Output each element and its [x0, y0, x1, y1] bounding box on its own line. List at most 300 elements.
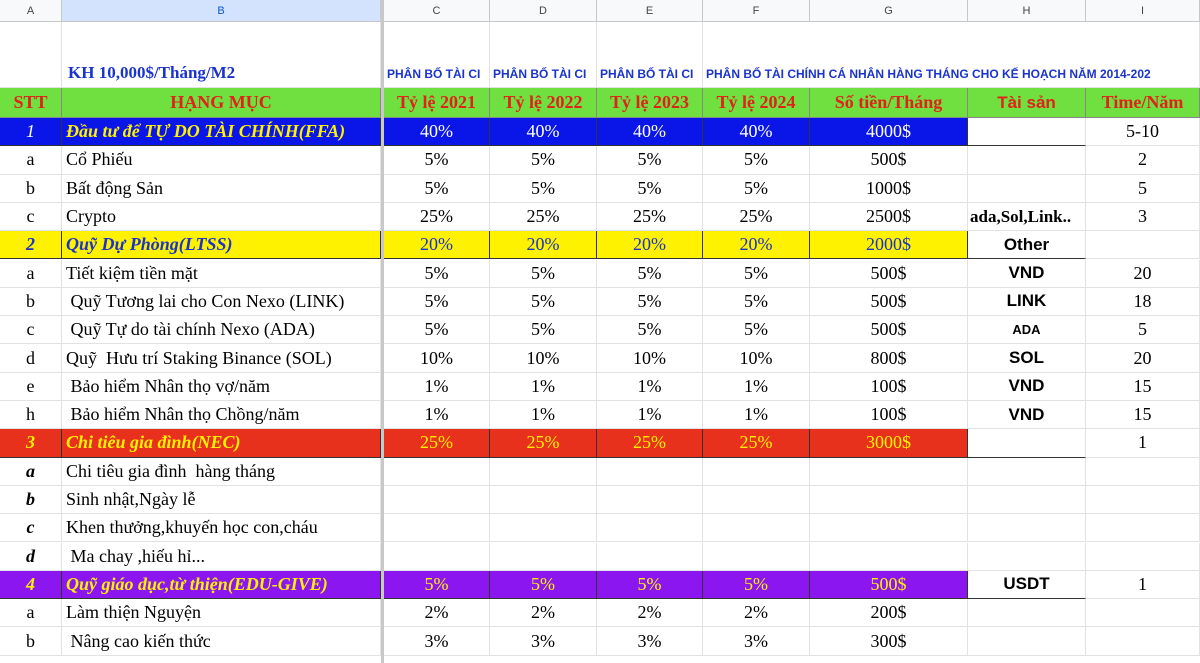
table-row [0, 627, 1200, 655]
cell-rate-2021[interactable] [384, 231, 490, 259]
cell-time-year[interactable] [1086, 599, 1200, 627]
cell-rate-2021[interactable] [384, 373, 490, 401]
rate-2022-text: 25% [526, 206, 560, 227]
cell-item-name[interactable] [62, 599, 381, 627]
cell-item-name[interactable] [62, 260, 381, 288]
table-row [0, 458, 1200, 486]
cell-asset[interactable] [968, 571, 1086, 599]
cell-stt[interactable] [0, 316, 62, 344]
cell-rate-2021[interactable] [384, 344, 490, 372]
cell-rate-2023[interactable] [597, 288, 703, 316]
cell-item-name[interactable] [62, 316, 381, 344]
rate-2021-text: 5% [424, 290, 449, 311]
cell-f-plan[interactable] [703, 22, 1200, 88]
cell-rate-2022[interactable] [490, 486, 597, 514]
cell-rate-2023[interactable] [597, 514, 703, 542]
rate-2021-text: 2% [424, 602, 449, 623]
stt-text: b [26, 290, 35, 311]
cell-rate-2024[interactable] [703, 627, 810, 655]
cell-item-name[interactable] [62, 118, 381, 146]
cell-asset[interactable] [968, 260, 1086, 288]
cell-amount-month[interactable] [810, 571, 968, 599]
rate-2023-text: 20% [633, 234, 666, 255]
cell-rate-2023[interactable] [597, 627, 703, 655]
cell-rate-2021[interactable] [384, 288, 490, 316]
amount-month-text: 100$ [870, 404, 907, 425]
table-row [0, 260, 1200, 288]
rate-2023-text: 5% [637, 177, 662, 198]
cell-amount-month[interactable] [810, 260, 968, 288]
cell-rate-2022[interactable] [490, 514, 597, 542]
cell-rate-2024[interactable] [703, 231, 810, 259]
cell-rate-2024[interactable] [703, 175, 810, 203]
cell-rate-2023[interactable] [597, 429, 703, 457]
stt-text: h [26, 404, 35, 425]
column-header-d[interactable]: D [490, 0, 597, 22]
amount-month-text: 100$ [870, 375, 907, 396]
cell-asset[interactable] [968, 514, 1086, 542]
column-header-e[interactable]: E [597, 0, 703, 22]
asset-text: Other [1003, 234, 1050, 254]
rate-2022-text: 10% [526, 347, 560, 368]
cell-item-name[interactable] [62, 175, 381, 203]
cell-rate-2024[interactable] [703, 260, 810, 288]
cell-asset[interactable] [968, 486, 1086, 514]
cell-rate-2024[interactable] [703, 344, 810, 372]
cell-asset[interactable] [968, 401, 1086, 429]
plan-title-row [0, 22, 1200, 88]
item-name-text: Nâng cao kiến thức [66, 630, 211, 651]
time-year-text: 5 [1138, 319, 1147, 340]
rate-2024-text: 5% [744, 290, 768, 311]
cell-stt[interactable] [0, 543, 62, 571]
rate-2024-text: 25% [739, 206, 773, 227]
cell-asset[interactable] [968, 231, 1086, 259]
amount-month-text: 2500$ [866, 206, 911, 227]
cell-e-plan[interactable] [597, 22, 703, 88]
cell-time-year[interactable] [1086, 486, 1200, 514]
cell-rate-2024[interactable] [703, 429, 810, 457]
rate-2024-text: 5% [744, 573, 768, 594]
allocation-heading-e: PHÂN BỐ TÀI CI [600, 67, 694, 81]
cell-item-name[interactable] [62, 344, 381, 372]
column-header-h[interactable]: H [968, 0, 1086, 22]
cell-rate-2022[interactable] [490, 316, 597, 344]
cell-rate-2023[interactable] [597, 203, 703, 231]
rate-2022-text: 1% [531, 404, 555, 425]
cell-rate-2024[interactable] [703, 486, 810, 514]
cell-rate-2024[interactable] [703, 288, 810, 316]
asset-text: VND [1008, 376, 1045, 396]
cell-rate-2023[interactable] [597, 316, 703, 344]
cell-item-name[interactable] [62, 627, 381, 655]
time-year-text: 20 [1133, 347, 1152, 368]
cell-time-year[interactable] [1086, 175, 1200, 203]
cell-rate-2023[interactable] [597, 599, 703, 627]
cell-rate-2024[interactable] [703, 571, 810, 599]
cell-asset[interactable] [968, 288, 1086, 316]
cell-rate-2022[interactable] [490, 401, 597, 429]
cell-rate-2021[interactable] [384, 458, 490, 486]
cell-amount-month[interactable] [810, 316, 968, 344]
cell-rate-2022[interactable] [490, 260, 597, 288]
cell-rate-2023[interactable] [597, 175, 703, 203]
cell-item-name[interactable] [62, 429, 381, 457]
cell-rate-2022[interactable] [490, 571, 597, 599]
item-name-text: Ma chay ,hiếu hỉ... [66, 545, 205, 566]
cell-asset[interactable] [968, 118, 1086, 146]
item-name-text: Chi tiêu gia đình hàng tháng [66, 460, 275, 481]
cell-stt[interactable] [0, 175, 62, 203]
amount-month-text: 300$ [870, 630, 907, 651]
rate-2022-text: 40% [526, 121, 560, 142]
cell-rate-2023[interactable] [597, 458, 703, 486]
item-name-text: Khen thưởng,khuyến học con,cháu [66, 517, 318, 538]
column-header-g[interactable]: G [810, 0, 968, 22]
cell-amount-month[interactable] [810, 543, 968, 571]
amount-month-text: 3000$ [866, 432, 911, 453]
cell-item-name[interactable] [62, 571, 381, 599]
cell-rate-2022[interactable] [490, 458, 597, 486]
cell-stt[interactable] [0, 344, 62, 372]
cell-amount-month[interactable] [810, 458, 968, 486]
cell-asset[interactable] [968, 146, 1086, 174]
cell-item-name[interactable] [62, 146, 381, 174]
rate-2021-text: 1% [424, 404, 449, 425]
cell-rate-2023[interactable] [597, 146, 703, 174]
cell-amount-month[interactable] [810, 146, 968, 174]
cell-d-plan[interactable] [490, 22, 597, 88]
cell-item-name[interactable] [62, 231, 381, 259]
cell-rate-2021[interactable] [384, 627, 490, 655]
column-header-b[interactable]: B [62, 0, 381, 22]
header-amount-month[interactable]: Số tiền/Tháng [810, 88, 968, 118]
rate-2021-text: 5% [424, 319, 449, 340]
rate-2023-text: 1% [637, 404, 662, 425]
stt-text: c [26, 206, 35, 227]
rate-2022-text: 5% [531, 573, 555, 594]
cell-item-name[interactable] [62, 514, 381, 542]
cell-rate-2021[interactable] [384, 599, 490, 627]
cell-rate-2022[interactable] [490, 231, 597, 259]
cell-rate-2024[interactable] [703, 543, 810, 571]
header-time-year[interactable]: Time/Năm [1086, 88, 1200, 118]
stt-text: b [26, 630, 35, 651]
rate-2023-text: 5% [637, 573, 662, 594]
cell-rate-2022[interactable] [490, 344, 597, 372]
table-row [0, 344, 1200, 372]
amount-month-text: 500$ [870, 319, 907, 340]
cell-rate-2021[interactable] [384, 571, 490, 599]
cell-rate-2021[interactable] [384, 543, 490, 571]
cell-amount-month[interactable] [810, 231, 968, 259]
amount-month-text: 2000$ [866, 234, 911, 255]
item-name-text: Chi tiêu gia đình(NEC) [66, 432, 241, 453]
cell-item-name[interactable] [62, 543, 381, 571]
cell-time-year[interactable] [1086, 429, 1200, 457]
cell-time-year[interactable] [1086, 514, 1200, 542]
cell-amount-month[interactable] [810, 486, 968, 514]
cell-time-year[interactable] [1086, 571, 1200, 599]
rate-2021-text: 5% [424, 177, 449, 198]
table-row [0, 571, 1200, 599]
stt-text: 2 [26, 234, 35, 255]
item-name-text: Crypto [66, 206, 117, 227]
cell-time-year[interactable] [1086, 260, 1200, 288]
item-name-text: Tiết kiệm tiền mặt [66, 262, 198, 283]
cell-stt[interactable] [0, 627, 62, 655]
cell-rate-2022[interactable] [490, 373, 597, 401]
cell-rate-2021[interactable] [384, 316, 490, 344]
time-year-text: 5-10 [1126, 121, 1159, 142]
cell-rate-2021[interactable] [384, 429, 490, 457]
cell-rate-2023[interactable] [597, 571, 703, 599]
item-name-text: Quỹ Tự do tài chính Nexo (ADA) [66, 319, 315, 340]
cell-item-name[interactable] [62, 288, 381, 316]
item-name-text: Đầu tư để TỰ DO TÀI CHÍNH(FFA) [66, 121, 346, 142]
rate-2021-text: 5% [424, 262, 449, 283]
cell-rate-2021[interactable] [384, 146, 490, 174]
cell-amount-month[interactable] [810, 118, 968, 146]
cell-amount-month[interactable] [810, 344, 968, 372]
cell-rate-2024[interactable] [703, 146, 810, 174]
cell-rate-2024[interactable] [703, 599, 810, 627]
cell-rate-2023[interactable] [597, 260, 703, 288]
cell-a-plan[interactable] [0, 22, 62, 88]
time-year-text: 1 [1138, 432, 1147, 453]
rate-2023-text: 5% [637, 290, 662, 311]
cell-time-year[interactable] [1086, 344, 1200, 372]
header-stt[interactable]: STT [0, 88, 62, 118]
rate-2022-text: 1% [531, 375, 555, 396]
cell-rate-2023[interactable] [597, 118, 703, 146]
cell-rate-2021[interactable] [384, 118, 490, 146]
cell-rate-2023[interactable] [597, 401, 703, 429]
cell-stt[interactable] [0, 146, 62, 174]
rate-2021-text: 3% [424, 630, 449, 651]
cell-time-year[interactable] [1086, 543, 1200, 571]
cell-c-plan[interactable] [384, 22, 490, 88]
cell-asset[interactable] [968, 344, 1086, 372]
time-year-text: 20 [1133, 262, 1152, 283]
cell-amount-month[interactable] [810, 203, 968, 231]
cell-amount-month[interactable] [810, 401, 968, 429]
cell-rate-2022[interactable] [490, 203, 597, 231]
cell-time-year[interactable] [1086, 146, 1200, 174]
cell-rate-2024[interactable] [703, 514, 810, 542]
cell-item-name[interactable] [62, 203, 381, 231]
cell-rate-2021[interactable] [384, 514, 490, 542]
time-year-text: 2 [1138, 149, 1147, 170]
cell-time-year[interactable] [1086, 458, 1200, 486]
cell-asset[interactable] [968, 203, 1086, 231]
cell-rate-2024[interactable] [703, 401, 810, 429]
column-header-f[interactable]: F [703, 0, 810, 22]
cell-rate-2022[interactable] [490, 288, 597, 316]
cell-asset[interactable] [968, 175, 1086, 203]
rate-2022-text: 5% [531, 262, 555, 283]
cell-rate-2022[interactable] [490, 543, 597, 571]
rate-2022-text: 5% [531, 149, 555, 170]
item-name-text: Bảo hiểm Nhân thọ Chồng/năm [66, 404, 300, 425]
cell-amount-month[interactable] [810, 514, 968, 542]
cell-amount-month[interactable] [810, 373, 968, 401]
cell-rate-2023[interactable] [597, 373, 703, 401]
cell-amount-month[interactable] [810, 429, 968, 457]
time-year-text: 15 [1133, 375, 1152, 396]
rate-2024-text: 2% [744, 602, 768, 623]
cell-time-year[interactable] [1086, 118, 1200, 146]
table-row [0, 231, 1200, 259]
cell-time-year[interactable] [1086, 627, 1200, 655]
cell-stt[interactable] [0, 458, 62, 486]
rate-2024-text: 20% [739, 234, 773, 255]
cell-rate-2024[interactable] [703, 203, 810, 231]
cell-item-name[interactable] [62, 486, 381, 514]
cell-rate-2023[interactable] [597, 344, 703, 372]
column-header-i[interactable]: I [1086, 0, 1200, 22]
cell-rate-2022[interactable] [490, 599, 597, 627]
cell-rate-2024[interactable] [703, 118, 810, 146]
cell-rate-2022[interactable] [490, 627, 597, 655]
table-row [0, 429, 1200, 457]
table-row [0, 288, 1200, 316]
cell-time-year[interactable] [1086, 203, 1200, 231]
header-rate-2023[interactable]: Tỷ lệ 2023 [597, 88, 703, 118]
cell-rate-2022[interactable] [490, 118, 597, 146]
cell-stt[interactable] [0, 373, 62, 401]
cell-stt[interactable] [0, 401, 62, 429]
cell-rate-2022[interactable] [490, 146, 597, 174]
header-row [0, 88, 1200, 118]
cell-rate-2021[interactable] [384, 203, 490, 231]
cell-stt[interactable] [0, 118, 62, 146]
rate-2022-text: 2% [531, 602, 555, 623]
table-row [0, 146, 1200, 174]
column-header-a[interactable]: A [0, 0, 62, 22]
item-name-text: Quỹ giáo dục,từ thiện(EDU-GIVE) [66, 573, 328, 594]
amount-month-text: 800$ [870, 347, 907, 368]
cell-time-year[interactable] [1086, 373, 1200, 401]
cell-amount-month[interactable] [810, 288, 968, 316]
rate-2022-text: 5% [531, 319, 555, 340]
cell-rate-2024[interactable] [703, 458, 810, 486]
rate-2021-text: 5% [424, 573, 449, 594]
cell-b-plan[interactable] [62, 22, 381, 88]
cell-rate-2021[interactable] [384, 486, 490, 514]
cell-time-year[interactable] [1086, 288, 1200, 316]
cell-asset[interactable] [968, 599, 1086, 627]
cell-amount-month[interactable] [810, 627, 968, 655]
cell-item-name[interactable] [62, 401, 381, 429]
cell-rate-2024[interactable] [703, 316, 810, 344]
cell-rate-2021[interactable] [384, 260, 490, 288]
cell-stt[interactable] [0, 486, 62, 514]
asset-text: ADA [1012, 322, 1041, 338]
table-row [0, 316, 1200, 344]
table-row [0, 175, 1200, 203]
rate-2023-text: 5% [637, 262, 662, 283]
cell-amount-month[interactable] [810, 599, 968, 627]
cell-rate-2024[interactable] [703, 373, 810, 401]
time-year-text: 18 [1133, 290, 1152, 311]
cell-asset[interactable] [968, 316, 1086, 344]
rate-2024-text: 10% [739, 347, 773, 368]
table-row [0, 514, 1200, 542]
header-asset[interactable]: Tài sản [968, 88, 1086, 118]
header-hang-muc[interactable]: HẠNG MỤC [62, 88, 381, 118]
table-row [0, 203, 1200, 231]
header-rate-2022[interactable]: Tỷ lệ 2022 [490, 88, 597, 118]
rate-2022-text: 20% [526, 234, 560, 255]
plan-title: KH 10,000$/Tháng/M2 [68, 63, 236, 82]
stt-text: 1 [26, 121, 35, 142]
cell-rate-2023[interactable] [597, 231, 703, 259]
cell-item-name[interactable] [62, 373, 381, 401]
rate-2024-text: 3% [744, 630, 768, 651]
time-year-text: 5 [1138, 177, 1147, 198]
table-row [0, 486, 1200, 514]
frozen-column-divider[interactable] [381, 0, 384, 663]
allocation-heading-c: PHÂN BỐ TÀI CI [387, 67, 481, 81]
cell-item-name[interactable] [62, 458, 381, 486]
rate-2023-text: 1% [637, 375, 662, 396]
item-name-text: Quỹ Tương lai cho Con Nexo (LINK) [66, 290, 345, 311]
cell-rate-2023[interactable] [597, 486, 703, 514]
cell-time-year[interactable] [1086, 401, 1200, 429]
table-row [0, 401, 1200, 429]
cell-asset[interactable] [968, 543, 1086, 571]
item-name-text: Quỹ Dự Phòng(LTSS) [66, 234, 233, 255]
cell-stt[interactable] [0, 260, 62, 288]
rate-2021-text: 40% [420, 121, 453, 142]
cell-stt[interactable] [0, 231, 62, 259]
stt-text: a [26, 602, 35, 623]
cell-rate-2022[interactable] [490, 429, 597, 457]
asset-text: VND [1008, 263, 1045, 283]
cell-rate-2022[interactable] [490, 175, 597, 203]
cell-stt[interactable] [0, 599, 62, 627]
cell-asset[interactable] [968, 627, 1086, 655]
cell-stt[interactable] [0, 429, 62, 457]
time-year-text: 1 [1138, 573, 1147, 594]
cell-rate-2021[interactable] [384, 175, 490, 203]
amount-month-text: 4000$ [866, 121, 911, 142]
cell-asset[interactable] [968, 458, 1086, 486]
cell-amount-month[interactable] [810, 175, 968, 203]
header-rate-2024[interactable]: Tỷ lệ 2024 [703, 88, 810, 118]
cell-rate-2023[interactable] [597, 543, 703, 571]
cell-stt[interactable] [0, 514, 62, 542]
column-header-c[interactable]: C [384, 0, 490, 22]
cell-rate-2021[interactable] [384, 401, 490, 429]
cell-asset[interactable] [968, 429, 1086, 457]
cell-stt[interactable] [0, 571, 62, 599]
cell-time-year[interactable] [1086, 231, 1200, 259]
cell-asset[interactable] [968, 373, 1086, 401]
cell-time-year[interactable] [1086, 316, 1200, 344]
amount-month-text: 500$ [870, 290, 907, 311]
rate-2023-text: 5% [637, 319, 662, 340]
asset-text: VND [1008, 404, 1045, 424]
item-name-text: Cổ Phiếu [66, 149, 133, 170]
stt-text: 3 [26, 432, 35, 453]
item-name-text: Bảo hiểm Nhân thọ vợ/năm [66, 375, 270, 396]
cell-stt[interactable] [0, 203, 62, 231]
header-rate-2021[interactable]: Tỷ lệ 2021 [384, 88, 490, 118]
cell-stt[interactable] [0, 288, 62, 316]
stt-text: c [26, 517, 35, 538]
